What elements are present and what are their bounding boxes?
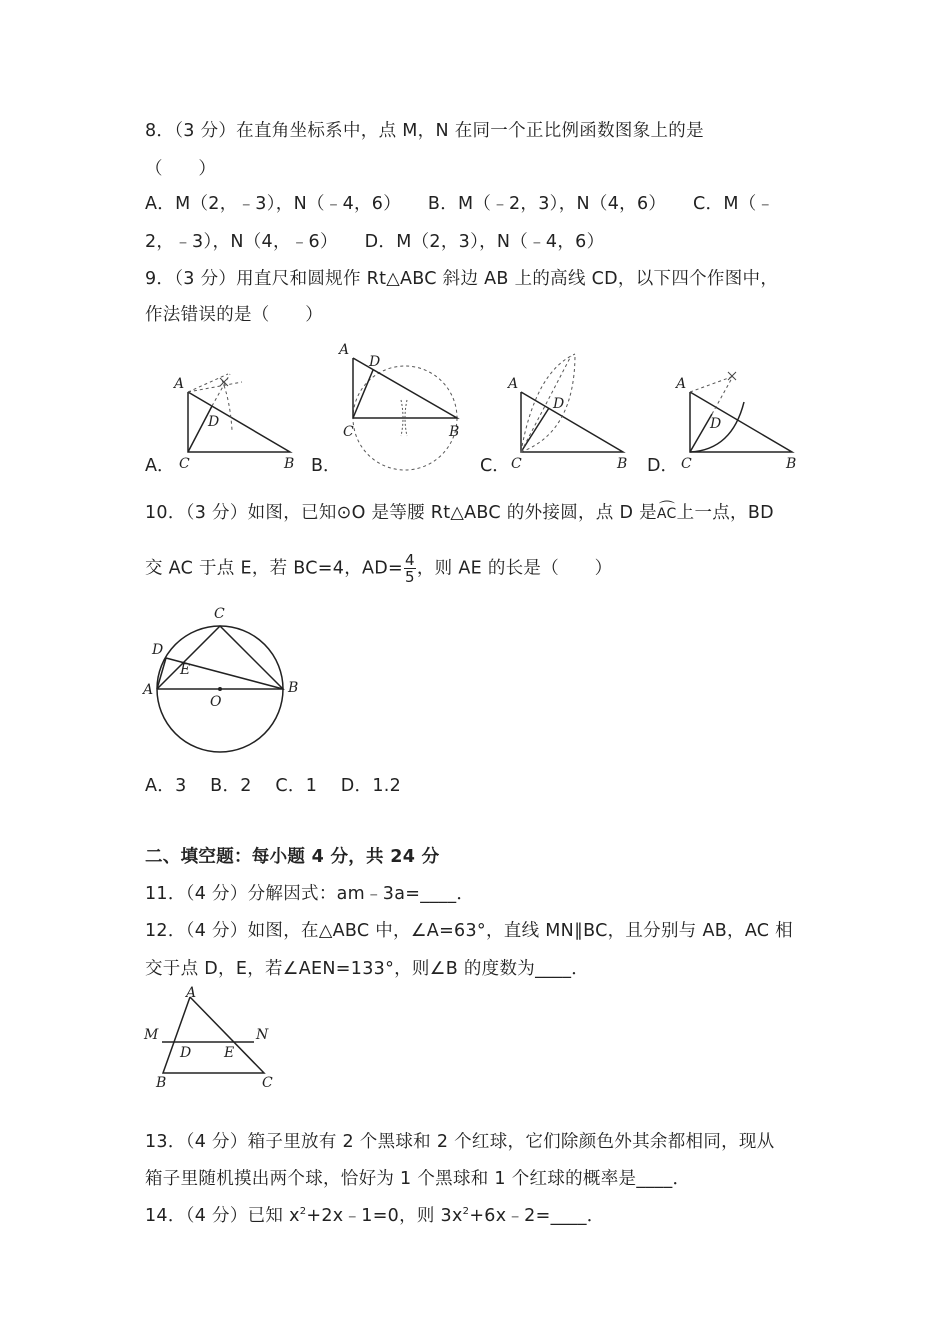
q13-line1: 13．（4 分）箱子里放有 2 个黑球和 2 个红球，它们除颜色外其余都相同，现从: [145, 1132, 775, 1152]
q10-fraction-numerator: 4: [405, 551, 415, 569]
q12-label-d: D: [180, 1045, 192, 1061]
fig-d-label-b: B: [786, 456, 797, 472]
q10-arc-ac: ⌒ AC: [657, 506, 677, 522]
q12-label-n: N: [256, 1027, 269, 1043]
q10-line2-text-a: 交 AC 于点 E，若 BC=4，AD=: [145, 558, 404, 579]
q14-text: [145, 1202, 605, 1227]
q10-fraction-denominator: 5: [405, 568, 415, 586]
q11-text: 11．（4 分）分解因式：am﹣3a=____．: [145, 884, 475, 904]
q9-figure-c: [505, 352, 635, 472]
q10-circle-figure: [140, 602, 310, 757]
q9-figure-a: [170, 370, 300, 470]
q8-options-line2: 2，﹣3），N（4，﹣6） D．M（2，3），N（﹣4，6）: [145, 232, 605, 252]
fig-b-label-a: A: [339, 342, 350, 358]
q10-line1-text-b: 上一点，BD: [676, 503, 774, 523]
q13-line2: 箱子里随机摸出两个球，恰好为 1 个黑球和 1 个红球的概率是____．: [145, 1169, 691, 1189]
q9-figure-d: [672, 366, 802, 472]
q10-line1: [145, 499, 774, 524]
fig-a-label-b: B: [284, 456, 295, 472]
q10-label-e: E: [180, 662, 191, 678]
q8-options-line1: A．M（2，﹣3），N（﹣4，6） B．M（﹣2，3），N（4，6） C．M（﹣: [145, 194, 775, 214]
q9-line1: 9．（3 分）用直尺和圆规作 Rt△ABC 斜边 AB 上的高线 CD，以下四个作图中，: [145, 269, 779, 289]
q10-fraction: [404, 552, 416, 585]
q10-label-d: D: [152, 642, 164, 658]
q14-sup1: 2: [299, 1206, 307, 1218]
q9-option-b-label: B．: [311, 456, 341, 476]
fig-b-label-b: B: [449, 424, 460, 440]
section2-heading: 二、填空题：每小题 4 分，共 24 分: [145, 847, 440, 867]
fig-a-label-a: A: [174, 376, 185, 392]
q9-option-d-label: D．: [647, 456, 678, 476]
fig-d-label-d: D: [710, 416, 722, 432]
q12-triangle-figure: [140, 985, 280, 1090]
fig-d-label-a: A: [676, 376, 687, 392]
q9-option-a-label: A．: [145, 456, 175, 476]
q10-label-b: B: [288, 680, 299, 696]
q10-line2-text-b: ，则 AE 的长是（ ）: [416, 558, 613, 579]
fig-c-label-c: C: [511, 456, 522, 472]
q9-line2: 作法错误的是（ ）: [145, 305, 323, 325]
q8-line1: 8．（3 分）在直角坐标系中，点 M，N 在同一个正比例函数图象上的是: [145, 121, 704, 141]
q9-figure-b: [335, 340, 470, 470]
q10-line2: [145, 552, 612, 585]
q14-part2: +2x﹣1=0，则 3x: [306, 1206, 463, 1226]
q10-line1-text-a: 10．（3 分）如图，已知⊙O 是等腰 Rt△ABC 的外接圆，点 D 是: [145, 503, 657, 523]
fig-a-label-c: C: [179, 456, 190, 472]
q10-label-o: O: [210, 694, 222, 710]
q12-label-b: B: [156, 1075, 167, 1091]
q12-label-m: M: [144, 1027, 159, 1043]
fig-c-label-a: A: [508, 376, 519, 392]
q12-line2: 交于点 D，E，若∠AEN=133°，则∠B 的度数为____．: [145, 959, 590, 979]
q12-label-e: E: [224, 1045, 235, 1061]
fig-c-label-d: D: [553, 396, 565, 412]
q10-options: A．3 B．2 C．1 D．1.2: [145, 776, 402, 796]
fig-d-label-c: C: [681, 456, 692, 472]
q14-part1: 14．（4 分）已知 x: [145, 1206, 300, 1226]
fig-a-label-d: D: [208, 414, 220, 430]
q14-sup2: 2: [462, 1206, 470, 1218]
q8-line2: （ ）: [145, 159, 217, 179]
fig-b-label-c: C: [343, 424, 354, 440]
fig-b-label-d: D: [369, 354, 381, 370]
q10-label-a: A: [143, 682, 154, 698]
q12-label-a: A: [186, 985, 197, 1001]
q12-label-c: C: [262, 1075, 273, 1091]
q9-option-c-label: C．: [480, 456, 510, 476]
fig-c-label-b: B: [617, 456, 628, 472]
q12-line1: 12．（4 分）如图，在△ABC 中，∠A=63°，直线 MN∥BC，且分别与 AB，AC 相: [145, 921, 793, 941]
q14-part3: +6x﹣2=____．: [469, 1206, 605, 1226]
q10-label-c: C: [214, 606, 225, 622]
